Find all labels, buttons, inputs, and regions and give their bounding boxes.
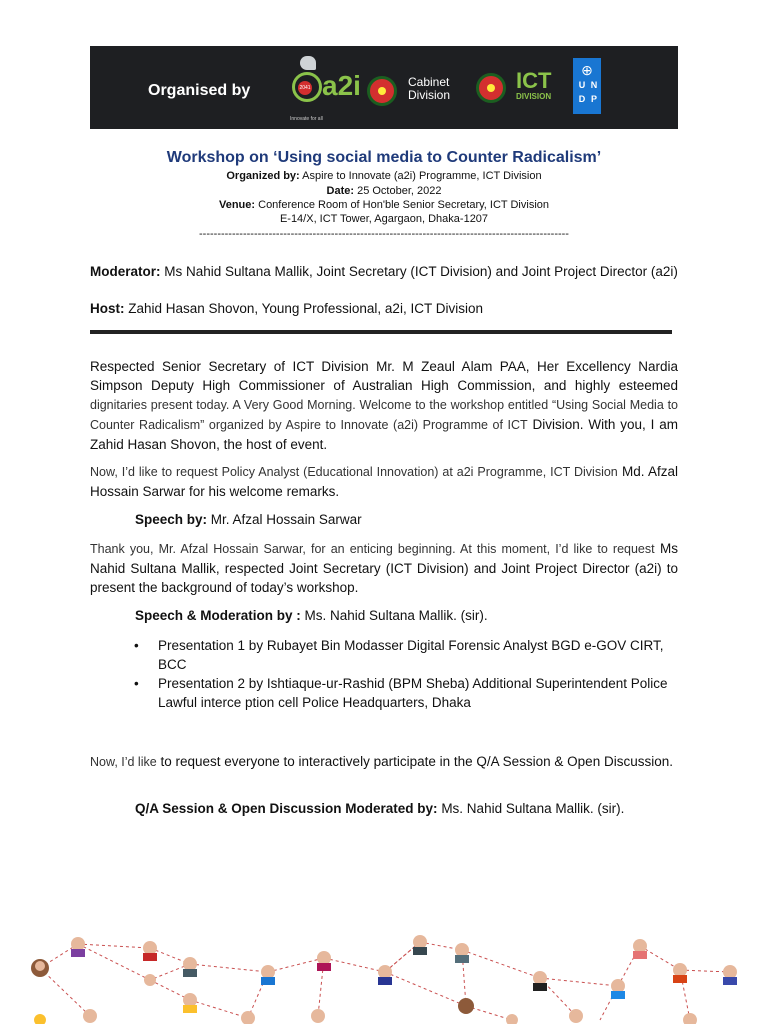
venue-line: Venue: Conference Room of Hon'ble Senior Secretary, ICT Division bbox=[218, 199, 549, 211]
government-seal-icon bbox=[367, 76, 397, 106]
document-title: Workshop on ‘Using social media to Counter Radicalism’ bbox=[166, 149, 602, 166]
cabinet-division-logo: Cabinet Division bbox=[408, 75, 451, 102]
speech-moderation-line: Speech & Moderation by : Ms. Nahid Sultana Mallik. (sir). bbox=[135, 608, 488, 623]
bird-icon bbox=[300, 56, 316, 70]
qa-request-paragraph: Now, I’d like to request everyone to interactively participate in the Q/A Session & Open Discussion. bbox=[90, 754, 673, 769]
qa-moderator-line: Q/A Session & Open Discussion Moderated by: Ms. Nahid Sultana Mallik. (sir). bbox=[135, 801, 625, 816]
date-line: Date: 25 October, 2022 bbox=[326, 185, 442, 197]
un-emblem-icon: ⊕ bbox=[581, 62, 593, 78]
request-paragraph-1: Now, I’d like to request Policy Analyst (Educational Innovation) at a2i Programme, ICT Division Md. Afzal Hossain Sarwar for his welcome remarks. bbox=[90, 464, 678, 499]
host-line: Host: Zahid Hasan Shovon, Young Professional, a2i, ICT Division bbox=[90, 301, 483, 316]
welcome-paragraph: Respected Senior Secretary of ICT Division Mr. M Zeaul Alam PAA, Her Excellency Nardia Simpson Deputy High Commissioner of Australian High Commission, and highly esteemed dignitaries present today. A Very Good Morning. Welcome to the workshop entitled “Using Social Media to Counter Radicalism” organized by Aspire to Innovate (a2i) Programme of ICT Division. With you, I am Zahid Hasan Shovon, the host of event. bbox=[90, 359, 679, 452]
list-item: • Presentation 1 by Rubayet Bin Modasser Digital Forensic Analyst BGD e-GOV CIRT, BCC bbox=[134, 636, 678, 674]
organised-by-label: Organised by bbox=[148, 82, 251, 99]
list-item: • Presentation 2 by Ishtiaque-ur-Rashid (BPM Sheba) Additional Superintendent Police Lawful interce ption cell Police Headquarters, Dhaka bbox=[134, 674, 678, 712]
government-seal-icon bbox=[476, 73, 506, 103]
address-line: E-14/X, ICT Tower, Agargaon, Dhaka-1207 bbox=[279, 213, 489, 225]
organized-by-line: Organized by: Aspire to Innovate (a2i) Programme, ICT Division bbox=[226, 170, 542, 182]
speech-by-line: Speech by: Mr. Afzal Hossain Sarwar bbox=[135, 512, 362, 527]
organiser-banner: Organised by 2041 a2i Innovate for all Cabinet Division ICT DIVISION ⊕ U N D P bbox=[90, 46, 678, 129]
a2i-logo: 2041 a2i Innovate for all bbox=[286, 56, 350, 122]
ict-division-logo: ICT bbox=[516, 68, 552, 93]
section-divider bbox=[90, 330, 672, 334]
moderator-line: Moderator: Ms Nahid Sultana Mallik, Joint Secretary (ICT Division) and Joint Project Director (a2i) bbox=[90, 264, 678, 279]
dashed-divider: ----------------------------------------------------------------------------------------------------- bbox=[199, 228, 569, 240]
people-network-illustration bbox=[0, 920, 768, 1024]
request-paragraph-2: Thank you, Mr. Afzal Hossain Sarwar, for an enticing beginning. At this moment, I’d like to request Ms Nahid Sultana Mallik, respected Joint Secretary (ICT Division) and Joint Project Director (a2i) to present the background of today’s workshop. bbox=[90, 541, 678, 595]
undp-logo: ⊕ U N D P bbox=[573, 58, 601, 114]
presentation-list bbox=[134, 636, 678, 712]
